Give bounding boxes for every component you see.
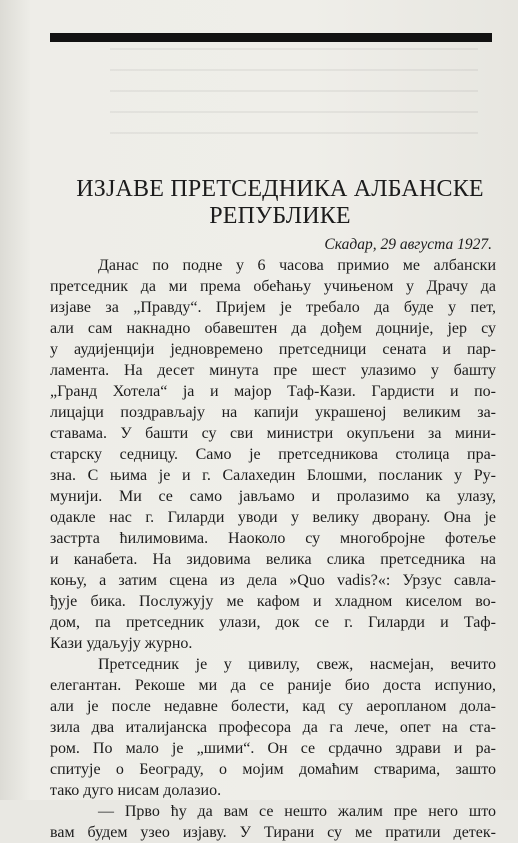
text-line: зна. С њима је и г. Салахедин Блошми, посланик у Ру- [50,467,496,484]
text-line: у аудијенцији једновремено претседници сената и пар- [50,341,496,358]
text-line: ром. По мало је „шими“. Он се срдачно здрави и ра- [50,740,496,757]
text-line: „Гранд Хотела“ ја и мајор Таф-Кази. Гардисти и по- [50,383,496,400]
text-line: застрта ћилимовима. Наоколо су многобројне фотеље [50,530,496,547]
dateline: Скадар, 29 августа 1927. [324,236,492,253]
text-line: претседник да ми према обећању учињеном у Драчу да [50,278,496,295]
paragraph [50,801,496,843]
text-line: Данас по подне у 6 часова примио ме албански [98,257,496,274]
text-line: ђује бика. Послужују ме кафом и хладном киселом во- [50,593,496,610]
text-line: ставама. У башти су сви министри окупљени за мини- [50,425,496,442]
article-body [50,255,496,843]
text-line: Претседник је у цивилу, свеж, насмејан, вечито [98,656,496,673]
text-line: елегантан. Рекоше ми да се раније био доста испунио, [50,677,496,694]
text-line: — Прво ћу да вам се нешто жалим пре него што [98,803,496,820]
text-line: али је после недавне болести, кад су аеропланом дола- [50,698,496,715]
title-line-1: ИЗЈАВЕ ПРЕТСЕДНИКА АЛБАНСКЕ [76,176,484,202]
title-line-2: РЕПУБЛИКЕ [209,203,351,229]
text-line: вам будем узео изјаву. У Тирани су ме пратили детек- [50,824,496,841]
text-line: али сам накнадно обавештен да дођем доцније, јер су [50,320,496,337]
show-through-text [110,48,478,140]
text-line: зила два италијанска професора да га лече, опет на ста- [50,719,496,736]
text-line: коњу, а затим сцена из дела »Quo vadis?«: Урзус савла- [50,572,496,589]
text-line: мунији. Ми се само јављамо и пролазимо ка улазу, [50,488,496,505]
article-title [70,176,490,230]
text-line: ламента. На десет минута пре шест улазимо у башту [50,362,496,379]
text-line: дом, па претседник улази, док се г. Гиларди и Таф- [50,614,496,631]
header-rule [50,33,492,42]
text-line: одакле нас г. Гиларди уводи у велику дворану. Она је [50,509,496,526]
text-line: изјаве за „Правду“. Пријем је требало да буде у пет, [50,299,496,316]
text-line: и канабета. На зидовима велика слика претседника на [50,551,496,568]
text-line: тако дуго нисам долазио. [50,782,222,799]
text-line: Кази удаљују журно. [50,635,193,652]
text-line: лицајци поздрављају на капији украшеној великим за- [50,404,496,421]
text-line: старску седницу. Само је претседникова столица пра- [50,446,496,463]
text-line: спитује о Београду, о мојим домаћим стварима, зашто [50,761,496,778]
paragraph [50,654,496,801]
paragraph [50,255,496,654]
